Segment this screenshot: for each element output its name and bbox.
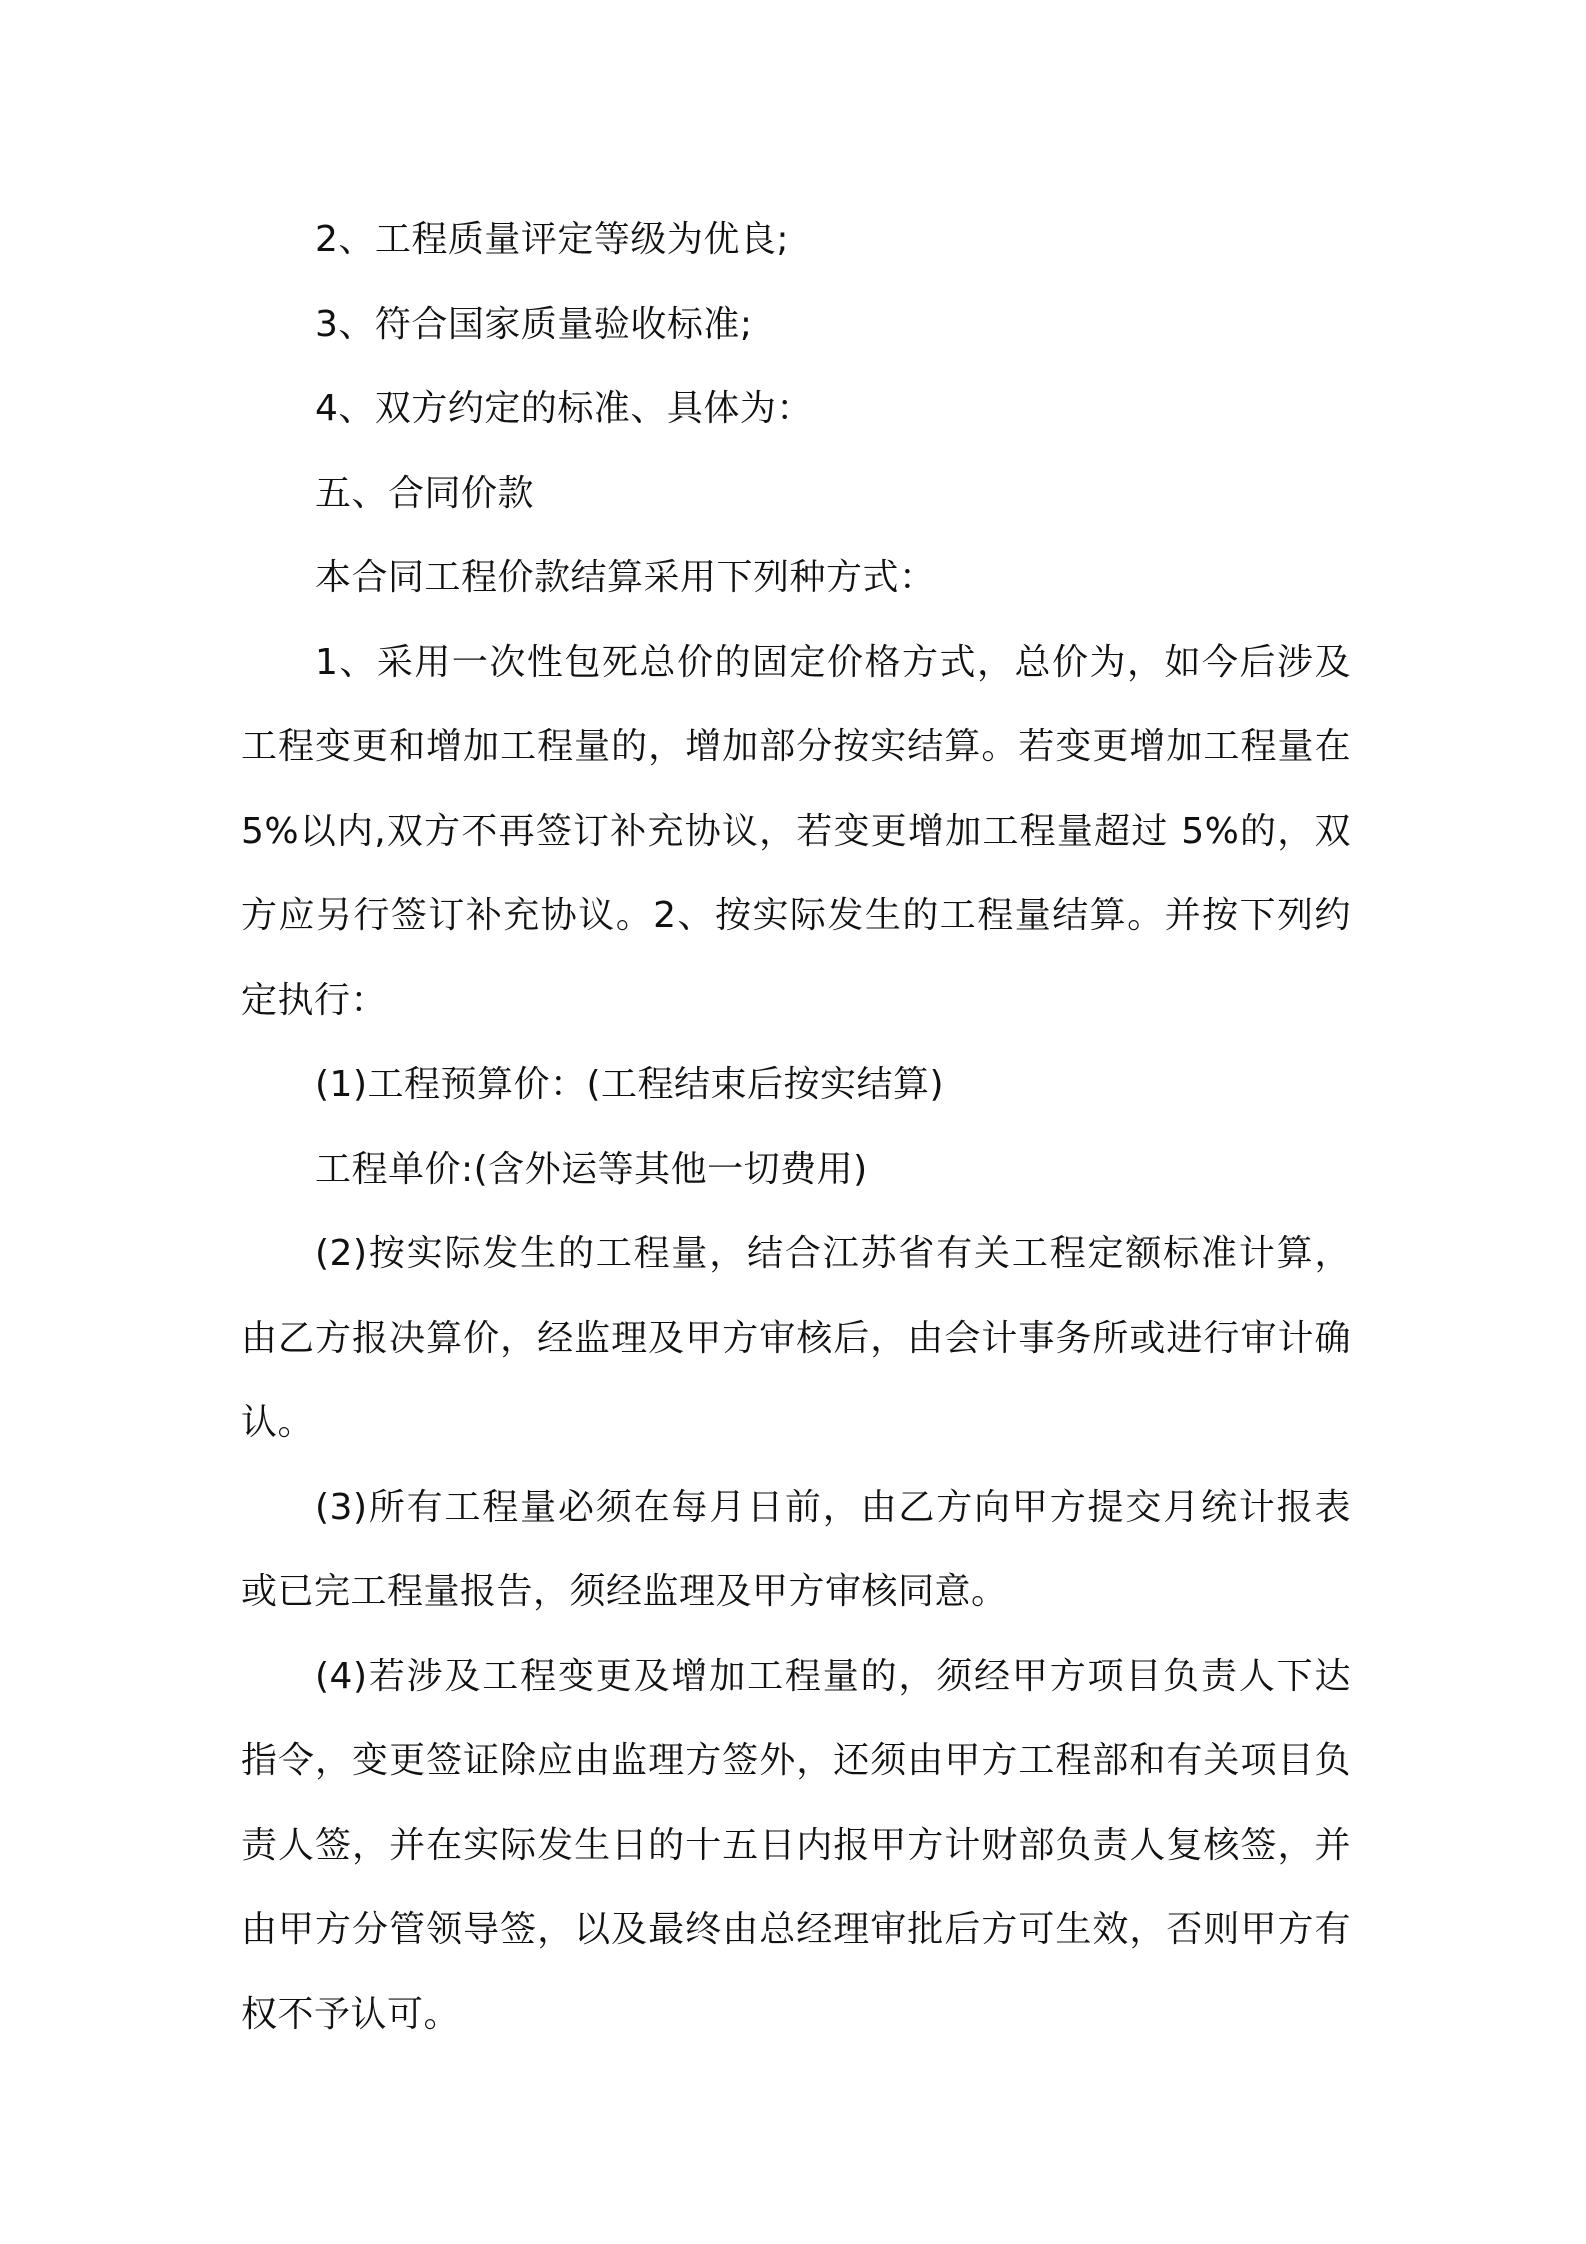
- clause-quality-grade: 2、工程质量评定等级为优良;: [315, 219, 790, 260]
- paragraph-settlement-methods: 本合同工程价款结算采用下列种方式：: [315, 557, 936, 598]
- document-body: [241, 198, 1351, 2057]
- item-monthly-report: (3)所有工程量必须在每月日前，由乙方向甲方提交月统计报表或已完工程量报告，须经监理及甲方审核同意。: [241, 1486, 1351, 1612]
- section-heading-contract-price: 五、合同价款: [315, 472, 535, 514]
- item-budget-price: (1)工程预算价：(工程结束后按实结算): [315, 1064, 945, 1105]
- item-change-approval: (4)若涉及工程变更及增加工程量的，须经甲方项目负责人下达指令，变更签证除应由监理方签外，还须由甲方工程部和有关项目负责人签，并在实际发生日的十五日内报甲方计财部负责人复核签，并由甲方分管领导签，以及最终由总经理审批后方可生效，否则甲方有权不予认可。: [241, 1655, 1351, 2035]
- clause-agreed-standard: 4、双方约定的标准、具体为：: [315, 388, 813, 429]
- item-actual-quantity: (2)按实际发生的工程量，结合江苏省有关工程定额标准计算，由乙方报决算价，经监理及甲方审核后，由会计事务所或进行审计确认。: [241, 1233, 1351, 1443]
- paragraph-fixed-price: 1、采用一次性包死总价的固定价格方式，总价为，如今后涉及工程变更和增加工程量的，增加部分按实结算。若变更增加工程量在5%以内,双方不再签订补充协议，若变更增加工程量超过 5%的，双方应另行签订补充协议。2、按实际发生的工程量结算。并按下列约定执行：: [241, 641, 1351, 1021]
- clause-national-standard: 3、符合国家质量验收标准;: [315, 303, 753, 345]
- item-unit-price: 工程单价:(含外运等其他一切费用): [315, 1148, 868, 1190]
